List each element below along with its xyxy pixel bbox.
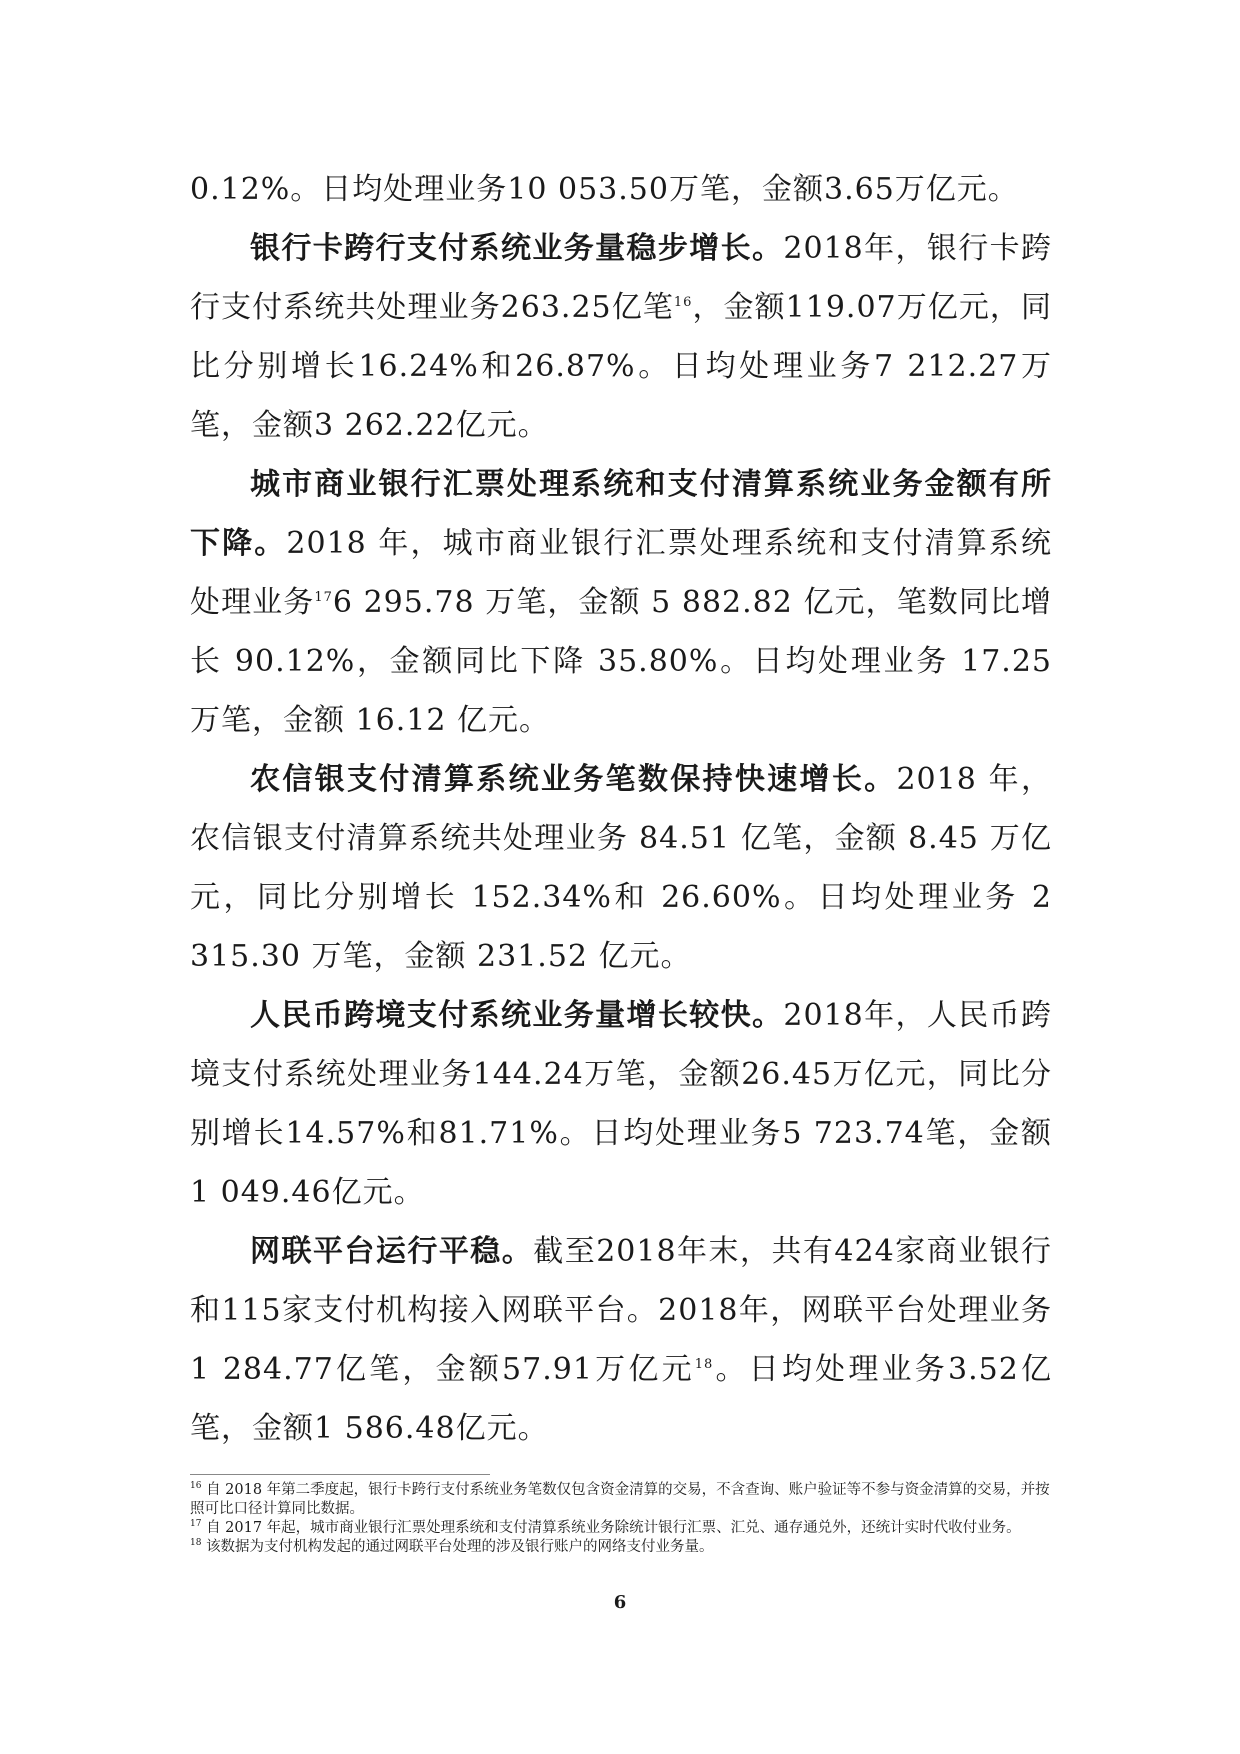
paragraph-lead: 农信银支付清算系统业务笔数保持快速增长。 bbox=[250, 762, 897, 797]
footnote-18 bbox=[190, 1538, 1052, 1557]
body-text bbox=[190, 160, 1052, 1458]
paragraph-lead: 城市商业银行汇票处理系统和支付清算系统业务金额有所下降。 bbox=[190, 467, 1052, 561]
footnote-number: 17 bbox=[190, 1519, 202, 1530]
footnote-text: 该数据为支付机构发起的通过网联平台处理的涉及银行账户的网络支付业务量。 bbox=[206, 1539, 714, 1555]
paragraph-rural-credit bbox=[190, 750, 1052, 986]
paragraph-lead: 网联平台运行平稳。 bbox=[250, 1234, 534, 1269]
paragraph-text-after: 。日均处理业务3.52亿笔，金额1 586.48亿元。 bbox=[190, 1352, 1053, 1446]
paragraph-city-commercial-bank bbox=[190, 455, 1052, 750]
paragraph-continuation bbox=[190, 160, 1052, 219]
paragraph-lead: 人民币跨境支付系统业务量增长较快。 bbox=[250, 998, 784, 1033]
paragraph-text-after: 6 295.78 万笔，金额 5 882.82 亿元，笔数同比增长 90.12%，金额同比下降 35.80%。日均处理业务 17.25 万笔，金额 16.12 亿元。 bbox=[190, 585, 1053, 738]
paragraph-nucc bbox=[190, 1222, 1052, 1458]
footnote-text: 自 2017 年起，城市商业银行汇票处理系统和支付清算系统业务除统计银行汇票、汇兑、通存通兑外，还统计实时代收付业务。 bbox=[206, 1520, 1021, 1536]
paragraph-text: 截至2018年末，共有424家商业银行和115家支付机构接入网联平台。2018年，网联平台处理业务1 284.77亿笔，金额57.91万亿元 bbox=[190, 1234, 1053, 1387]
paragraph-text: 2018 年，城市商业银行汇票处理系统和支付清算系统处理业务 bbox=[190, 526, 1052, 620]
paragraph-bank-card bbox=[190, 219, 1052, 455]
footnote-text: 自 2018 年第二季度起，银行卡跨行支付系统业务笔数仅包含资金清算的交易，不含查询、账户验证等不参与资金清算的交易，并按照可比口径计算同比数据。 bbox=[190, 1482, 1050, 1517]
paragraph-text: 2018年，银行卡跨行支付系统共处理业务263.25亿笔 bbox=[190, 231, 1052, 325]
footnote-ref[interactable]: 16 bbox=[673, 295, 693, 310]
footnote-16 bbox=[190, 1481, 1052, 1519]
paragraph-text-after: ，金额119.07万亿元，同比分别增长16.24%和26.87%。日均处理业务7 212.27万笔，金额3 262.22亿元。 bbox=[190, 290, 1052, 443]
footnote-divider bbox=[190, 1474, 490, 1475]
page-number: 6 bbox=[613, 1592, 627, 1613]
paragraph-cips bbox=[190, 986, 1052, 1222]
paragraph-text: 2018年，人民币跨境支付系统处理业务144.24万笔，金额26.45万亿元，同比分别增长14.57%和81.71%。日均处理业务5 723.74笔，金额1 049.46亿元。 bbox=[190, 998, 1052, 1210]
footnote-17 bbox=[190, 1519, 1052, 1538]
footnotes bbox=[190, 1474, 1052, 1557]
footnote-ref[interactable]: 17 bbox=[314, 590, 333, 605]
paragraph-lead: 银行卡跨行支付系统业务量稳步增长。 bbox=[250, 231, 784, 266]
footnote-ref[interactable]: 18 bbox=[694, 1357, 714, 1372]
paragraph-text: 0.12%。日均处理业务10 053.50万笔，金额3.65万亿元。 bbox=[190, 172, 1019, 207]
footnote-number: 18 bbox=[190, 1538, 202, 1549]
footnote-number: 16 bbox=[190, 1481, 202, 1492]
paragraph-text: 2018 年，农信银支付清算系统共处理业务 84.51 亿笔，金额 8.45 万亿元，同比分别增长 152.34%和 26.60%。日均处理业务 2 315.30 万笔，金额 231.52 亿元。 bbox=[190, 762, 1052, 974]
